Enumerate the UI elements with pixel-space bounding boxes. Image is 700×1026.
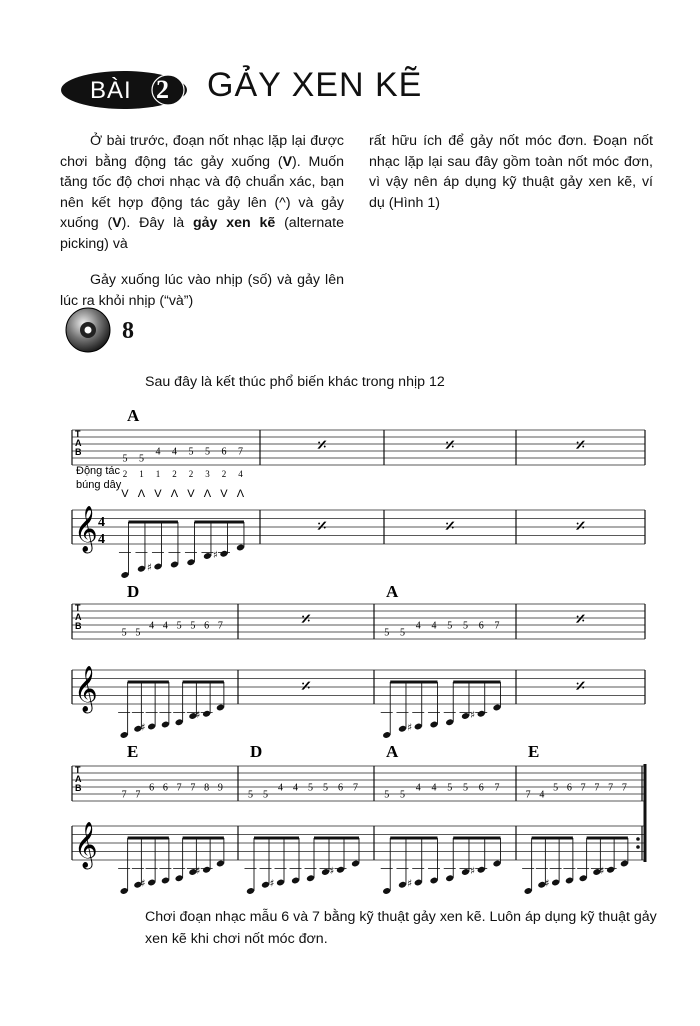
- tab-fret-number: 7: [621, 782, 627, 794]
- sharp-accidental: ♯: [470, 865, 476, 877]
- pick-stroke: V: [220, 488, 228, 500]
- tab-letter: B: [75, 621, 82, 631]
- text-run: Ở bài trước, đoạn nốt nhạc lặp lại được chơi bằng động tác gảy xuống (: [60, 133, 344, 170]
- sharp-accidental: ♯: [407, 722, 413, 734]
- finger-number: 1: [155, 469, 161, 479]
- tab-fret-number: 5: [135, 627, 141, 639]
- pick-stroke: V: [154, 488, 162, 500]
- text-run: (alternate picking) và: [60, 215, 345, 252]
- tab-fret-number: 7: [608, 782, 614, 794]
- tab-fret-number: 5: [462, 620, 468, 632]
- tab-fret-number: 5: [121, 627, 127, 639]
- finger-number: 2: [122, 469, 128, 479]
- tab-fret-number: 7: [121, 789, 127, 801]
- tab-fret-number: 4: [155, 446, 161, 458]
- measure-repeat-icon: 𝄎: [301, 674, 311, 698]
- tab-fret-number: 7: [190, 782, 196, 794]
- tab-letter: B: [75, 783, 82, 793]
- pick-stroke: V: [187, 488, 195, 500]
- text-run-bold: V: [112, 215, 122, 231]
- sharp-accidental: ♯: [599, 865, 605, 877]
- tab-fret-number: 5: [176, 620, 182, 632]
- tab-fret-number: 5: [248, 789, 253, 801]
- pick-stroke: Λ: [137, 488, 146, 500]
- measure-repeat-icon: 𝄎: [575, 674, 586, 698]
- tab-fret-number: 7: [494, 782, 500, 794]
- tab-fret-number: 6: [162, 782, 168, 794]
- tab-fret-number: 4: [431, 782, 437, 794]
- tab-letter: A: [75, 612, 82, 622]
- sharp-accidental: ♯: [140, 878, 146, 890]
- intro-paragraph-2: Gảy xuống lúc vào nhịp (số) và gảy lên lúc ra khỏi nhịp (“và”): [60, 272, 344, 309]
- time-sig-bottom: 4: [98, 532, 105, 547]
- tab-letter: T: [75, 603, 81, 613]
- lesson-number: 2: [156, 75, 169, 104]
- finger-number: 2: [221, 469, 227, 479]
- tab-fret-number: 5: [190, 620, 196, 632]
- tab-fret-number: 9: [217, 782, 223, 794]
- tab-fret-number: 5: [447, 620, 453, 632]
- tab-fret-number: 6: [221, 446, 227, 458]
- tab-fret-number: 5: [399, 789, 405, 801]
- tab-fret-number: 6: [478, 620, 484, 632]
- tab-fret-number: 4: [162, 620, 168, 632]
- sharp-accidental: ♯: [544, 878, 550, 890]
- text-run-bold: gảy xen kẽ: [193, 215, 276, 231]
- sharp-accidental: ♯: [140, 722, 146, 734]
- tab-letter: T: [75, 765, 81, 775]
- tab-fret-number: 4: [415, 620, 421, 632]
- tab-fret-number: 6: [478, 782, 484, 794]
- intro-paragraph-3: rất hữu ích để gảy nốt móc đơn. Đoạn nốt nhạc lặp lại sau đây gồm toàn nốt móc đơn, vì vậy nên áp dụng kỹ thuật gảy xen kẽ, ví dụ (Hình 1): [369, 133, 653, 211]
- tab-letter: A: [75, 438, 82, 448]
- finger-number: 1: [139, 469, 144, 479]
- pick-stroke: Λ: [170, 488, 179, 500]
- tab-fret-number: 7: [494, 620, 500, 632]
- tab-fret-number: 6: [338, 782, 343, 794]
- repeat-dot: [636, 837, 640, 841]
- tab-fret-number: 6: [566, 782, 572, 794]
- sharp-accidental: ♯: [407, 878, 413, 890]
- tab-fret-number: 4: [278, 782, 283, 794]
- tab-fret-number: 7: [525, 789, 531, 801]
- strum-label: búng dây: [76, 479, 122, 491]
- tab-fret-number: 7: [237, 446, 243, 458]
- tab-letter: T: [75, 429, 81, 439]
- measure-repeat-icon: 𝄎: [445, 433, 455, 457]
- measure-repeat-icon: 𝄎: [575, 607, 586, 631]
- pick-stroke: Λ: [203, 488, 212, 500]
- tab-fret-number: 4: [149, 620, 155, 632]
- strum-label: Động tác: [76, 465, 121, 477]
- chord-symbol: D: [250, 742, 263, 761]
- tab-fret-number: 7: [176, 782, 182, 794]
- tab-fret-number: 5: [308, 782, 313, 794]
- tab-fret-number: 5: [384, 627, 390, 639]
- sharp-accidental: ♯: [329, 865, 335, 877]
- tab-fret-number: 5: [263, 789, 268, 801]
- tab-fret-number: 7: [594, 782, 600, 794]
- track-number: 8: [122, 318, 134, 344]
- finger-number: 3: [205, 469, 210, 479]
- text-run: ). Muốn tăng tốc độ chơi nhạc và độ chuẩn xác, bạn nên kết hợp động tác gảy lên (^) và gảy xuống (: [60, 153, 344, 231]
- tab-fret-number: 4: [415, 782, 421, 794]
- footer-text: Chơi đoạn nhạc mẫu 6 và 7 bằng kỹ thuật gảy xen kẽ. Luôn áp dụng kỹ thuật gảy xen kẽ khi chơi nốt móc đơn.: [145, 909, 657, 947]
- sharp-accidental: ♯: [146, 562, 152, 574]
- tab-fret-number: 5: [462, 782, 468, 794]
- measure-repeat-icon: 𝄎: [575, 514, 586, 538]
- sharp-accidental: ♯: [212, 549, 218, 561]
- repeat-dot: [636, 845, 640, 849]
- finger-number: 2: [188, 469, 194, 479]
- measure-repeat-icon: 𝄎: [317, 514, 327, 538]
- page-title: GẢY XEN KẼ: [207, 66, 423, 104]
- pick-stroke: Λ: [236, 488, 245, 500]
- tab-letter: A: [75, 774, 82, 784]
- measure-repeat-icon: 𝄎: [317, 433, 327, 457]
- tab-fret-number: 5: [384, 789, 390, 801]
- measure-repeat-icon: 𝄎: [301, 607, 311, 631]
- finger-number: 4: [238, 469, 243, 479]
- text-run: ). Đây là: [121, 215, 193, 231]
- tab-fret-number: 7: [135, 789, 141, 801]
- chord-symbol: A: [127, 406, 140, 425]
- tab-fret-number: 7: [353, 782, 358, 794]
- measure-repeat-icon: 𝄎: [575, 433, 586, 457]
- treble-clef-icon: 𝄞: [74, 822, 98, 868]
- chord-symbol: A: [386, 582, 399, 601]
- tab-fret-number: 7: [217, 620, 223, 632]
- chord-symbol: E: [127, 742, 139, 761]
- time-sig-top: 4: [98, 515, 105, 530]
- sharp-accidental: ♯: [470, 709, 476, 721]
- lesson-label: BÀI: [90, 77, 132, 104]
- tab-fret-number: 4: [539, 789, 545, 801]
- tab-fret-number: 4: [293, 782, 298, 794]
- tab-fret-number: 5: [323, 782, 328, 794]
- treble-clef-icon: 𝄞: [74, 506, 98, 552]
- sharp-accidental: ♯: [195, 709, 201, 721]
- tab-fret-number: 5: [399, 627, 405, 639]
- tab-fret-number: 5: [188, 446, 194, 458]
- chord-symbol: A: [386, 742, 399, 761]
- tab-fret-number: 5: [204, 446, 210, 458]
- measure-repeat-icon: 𝄎: [445, 514, 455, 538]
- chord-symbol: E: [528, 742, 540, 761]
- sharp-accidental: ♯: [269, 878, 275, 890]
- tab-fret-number: 5: [553, 782, 559, 794]
- tab-fret-number: 5: [122, 453, 128, 465]
- finger-number: 2: [172, 469, 177, 479]
- pick-stroke: V: [121, 488, 129, 500]
- tab-fret-number: 5: [447, 782, 453, 794]
- tab-fret-number: 5: [138, 453, 144, 465]
- tab-fret-number: 4: [431, 620, 437, 632]
- exercise-caption: Sau đây là kết thúc phổ biến khác trong nhịp 12: [145, 374, 445, 390]
- tab-fret-number: 7: [580, 782, 586, 794]
- text-run-bold: V: [282, 153, 293, 170]
- chord-symbol: D: [127, 582, 140, 601]
- treble-clef-icon: 𝄞: [74, 666, 98, 712]
- tab-letter: B: [75, 447, 82, 457]
- sharp-accidental: ♯: [195, 865, 201, 877]
- tab-fret-number: 8: [204, 782, 210, 794]
- tab-fret-number: 6: [204, 620, 210, 632]
- tab-fret-number: 4: [171, 446, 177, 458]
- tab-fret-number: 6: [149, 782, 155, 794]
